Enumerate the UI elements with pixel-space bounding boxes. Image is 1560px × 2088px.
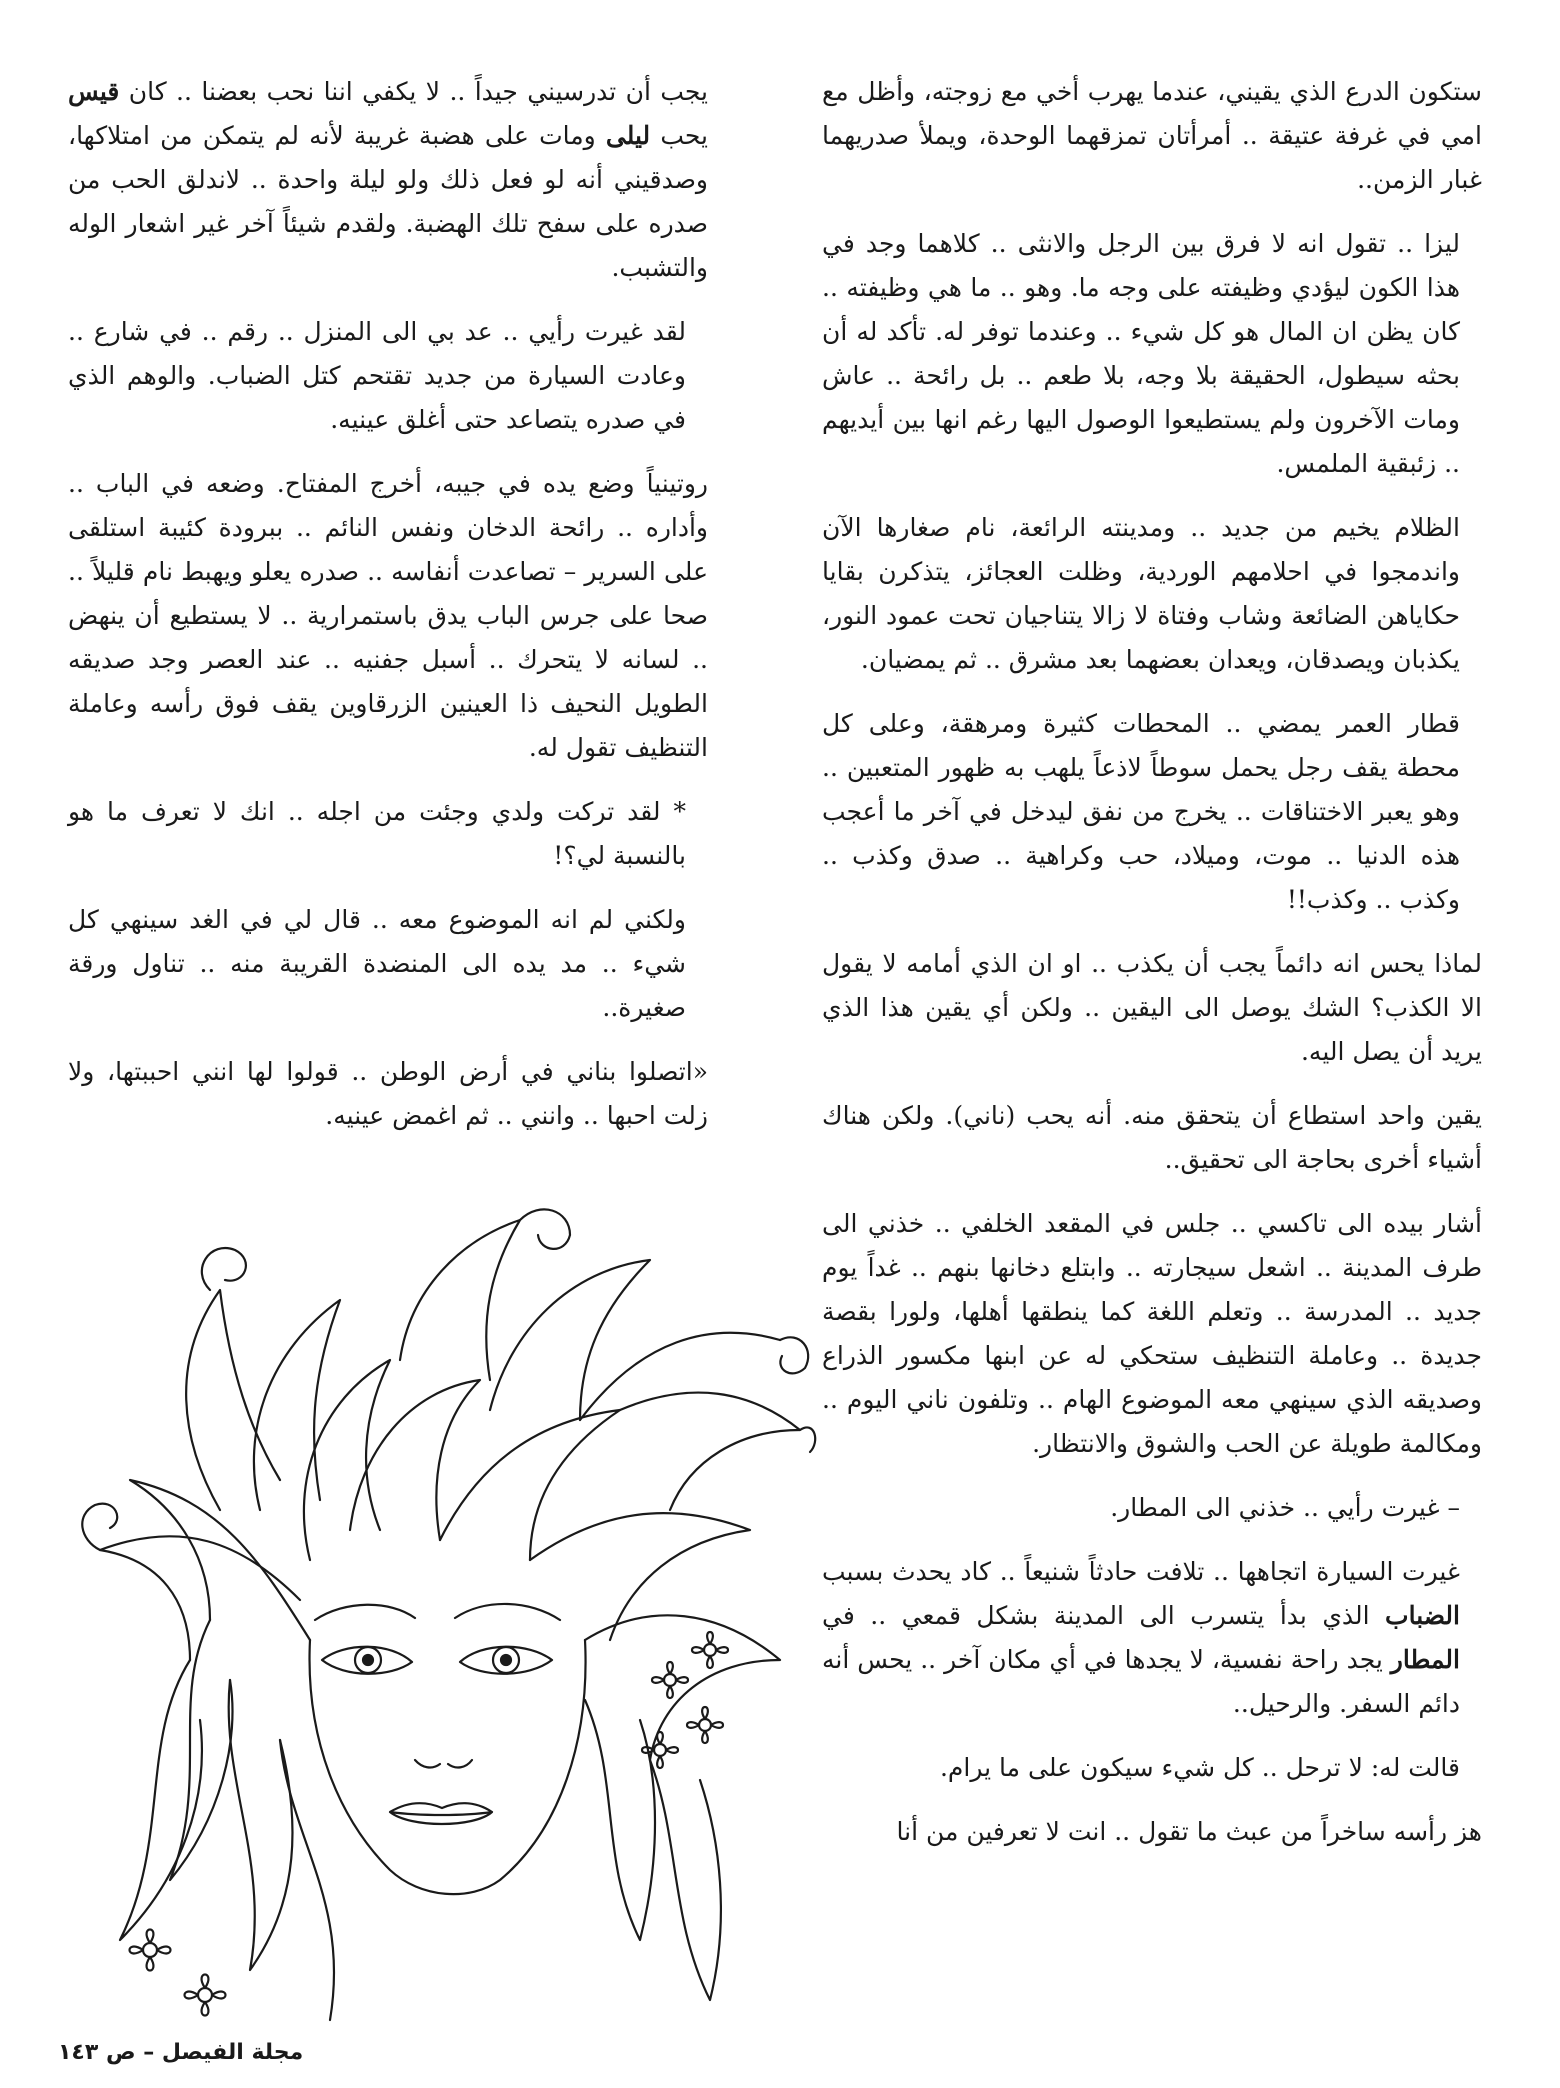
hair-curl (800, 1427, 815, 1452)
hair-strand (650, 1760, 721, 2000)
paragraph: قطار العمر يمضي .. المحطات كثيرة ومرهقة، وعلى كل محطة يقف رجل يحمل سوطاً لاذعاً يلهب به ظهور المتعبين .. وهو يعبر الاختناقات .. يخرج من نفق ليدخل في آخر ما أعجب هذه الدنيا .. موت، وميلاد، حب وكراهية .. صدق وكذب .. وكذب .. وكذب!! (822, 709, 1460, 914)
hair-strand (254, 1300, 340, 1510)
text-run: غيرت السيارة اتجاهها .. تلافت حادثاً شنيعاً .. كاد يحدث بسبب (822, 1557, 1460, 1586)
nose (415, 1760, 472, 1767)
paragraph: الظلام يخيم من جديد .. ومدينته الرائعة، نام صغارها الآن واندمجوا في احلامهم الوردية، وظلت العجائز، يتذكرن بقايا حكاياهن الضائعة وشاب وفتاة لا زالا يتناجيان تحت عمود النور، يكذبان ويصدقان، ويعدان بعضهما بعد مشرق .. ثم يمضيان. (822, 513, 1460, 674)
flower-cluster-bottom-left (130, 1930, 226, 2016)
eyebrow-left (315, 1605, 415, 1620)
paragraph: لقد غيرت رأيي .. عد بي الى المنزل .. رقم .. في شارع .. وعادت السيارة من جديد تقتحم كتل الضباب. والوهم الذي في صدره يتصاعد حتى أغلق عينيه. (68, 317, 686, 434)
hair-curl (780, 1337, 808, 1373)
hair-curl (82, 1504, 117, 1550)
paragraph: ولكني لم انه الموضوع معه .. قال لي في الغد سينهي كل شيء .. مد يده الى المنضدة القريبة منه .. تناول ورقة صغيرة.. (68, 905, 686, 1022)
text-run: يحب (650, 121, 709, 150)
hair-strand (130, 1480, 310, 1640)
hair-strand (620, 1393, 800, 1510)
woman-portrait-illustration (60, 1180, 820, 2040)
pupil-left (363, 1655, 373, 1665)
flower-cluster-right (642, 1632, 728, 1768)
hair-strand (440, 1410, 620, 1560)
right-text-column (822, 70, 1482, 1874)
paragraph (822, 1550, 1482, 1726)
hair-strand (186, 1290, 280, 1510)
paragraph: أشار بيده الى تاكسي .. جلس في المقعد الخلفي .. خذني الى طرف المدينة .. اشعل سيجارته .. وابتلع دخانها بنهم .. غداً يوم جديد .. المدرسة .. وتعلم اللغة كما ينطقها أهلها، ولورا بقصة جديدة .. وعاملة التنظيف ستحكي له عن ابنها مكسور الذراع وصديقه الذي سينهي معه الموضوع الهام .. وتلفون ناني اليوم .. ومكالمة طويلة عن الحب والشوق والانتظار. (822, 1209, 1482, 1458)
lips (390, 1803, 492, 1824)
text-run: يجب أن تدرسيني جيداً .. لا يكفي اننا نحب بعضنا .. كان (119, 77, 708, 106)
bold-word: قيس (68, 77, 120, 106)
dialogue-line: – غيرت رأيي .. خذني الى المطار. (1110, 1493, 1460, 1522)
paragraph: ليزا .. تقول انه لا فرق بين الرجل والانثى .. كلاهما وجد في هذا الكون ليؤدي وظيفته على وجه ما. وهو .. ما هي وظيفته .. كان يظن ان المال هو كل شيء .. وعندما توفر له. تأكد له أن بحثه سيطول، الحقيقة بلا وجه، بلا طعم .. بل رائحة .. عاش ومات الآخرون ولم يستطيعوا الوصول اليها رغم انها بين أيديهم .. زئبقية الملمس. (822, 229, 1460, 478)
hair-curl (202, 1248, 246, 1290)
bold-word: المطار (1390, 1645, 1460, 1674)
dialogue-line: * لقد تركت ولدي وجئت من اجله .. انك لا تعرف ما هو بالنسبة لي؟! (68, 797, 686, 870)
hair-curl (520, 1209, 570, 1249)
text-run: الذي بدأ يتسرب الى المدينة بشكل قمعي .. في (822, 1601, 1386, 1630)
pupil-right (501, 1655, 511, 1665)
left-text-column (68, 70, 708, 1158)
text-run: ومات على هضبة غريبة لأنه لم يتمكن من امتلاكها، وصدقيني أنه لو فعل ذلك ولو ليلة واحدة .. لاندلق الحب من صدره على سفح تلك الهضبة. ولقدم شيئاً آخر غير اشعار الوله والتشبب. (68, 121, 708, 282)
eyebrow-right (455, 1604, 560, 1620)
hair-strand (350, 1380, 480, 1540)
bold-word: الضباب (1385, 1601, 1460, 1630)
paragraph: روتينياً وضع يده في جيبه، أخرج المفتاح. وضعه في الباب .. وأداره .. رائحة الدخان ونفس النائم .. ببرودة كئيبة استلقى على السرير – تصاعدت أنفاسه .. صدره يعلو ويهبط نام قليلاً .. صحا على جرس الباب يدق باستمرارية .. لا يستطيع أن ينهض .. لسانه لا يتحرك .. أسبل جفنيه .. عند العصر وجد صديقه الطويل النحيف ذا العينين الزرقاوين يقف فوق رأسه وعاملة التنظيف تقول له. (68, 469, 708, 762)
paragraph: ستكون الدرع الذي يقيني، عندما يهرب أخي مع زوجته، وأظل مع امي في غرفة عتيقة .. أمرأتان تمزقهما الوحدة، ويملأ صدريهما غبار الزمن.. (822, 77, 1482, 194)
hair-strand (400, 1220, 520, 1380)
bold-word: ليلى (605, 121, 651, 150)
hair-strand (585, 1615, 780, 1760)
hair-strand (585, 1700, 655, 1940)
hair-strand (490, 1260, 650, 1420)
paragraph: قالت له: لا ترحل .. كل شيء سيكون على ما يرام. (939, 1753, 1460, 1782)
paragraph: يقين واحد استطاع أن يتحقق منه. أنه يحب (ناني). ولكن هناك أشياء أخرى بحاجة الى تحقيق.. (822, 1101, 1482, 1174)
page-footer: مجلة الفيصل – ص ١٤٣ (58, 2040, 304, 2065)
hair-strand (580, 1333, 780, 1420)
face-outline (310, 1640, 586, 1894)
hair-strand (120, 1660, 202, 1940)
paragraph (68, 70, 708, 290)
text-run: يجد راحة نفسية، لا يجدها في أي مكان آخر .. يحس أنه دائم السفر. والرحيل.. (822, 1645, 1460, 1718)
hair-strand (530, 1513, 750, 1640)
paragraph: هز رأسه ساخراً من عبث ما تقول .. انت لا تعرفين من أنا (896, 1817, 1482, 1846)
paragraph: لماذا يحس انه دائماً يجب أن يكذب .. او ان الذي أمامه لا يقول الا الكذب؟ الشك يوصل الى اليقين .. ولكن أي يقين هذا الذي يريد أن يصل اليه. (822, 949, 1482, 1066)
hair-strand (229, 1680, 293, 1970)
paragraph: «اتصلوا بناني في أرض الوطن .. قولوا لها انني احببتها، ولا زلت احبها .. وانني .. ثم اغمض عينيه. (68, 1057, 708, 1130)
